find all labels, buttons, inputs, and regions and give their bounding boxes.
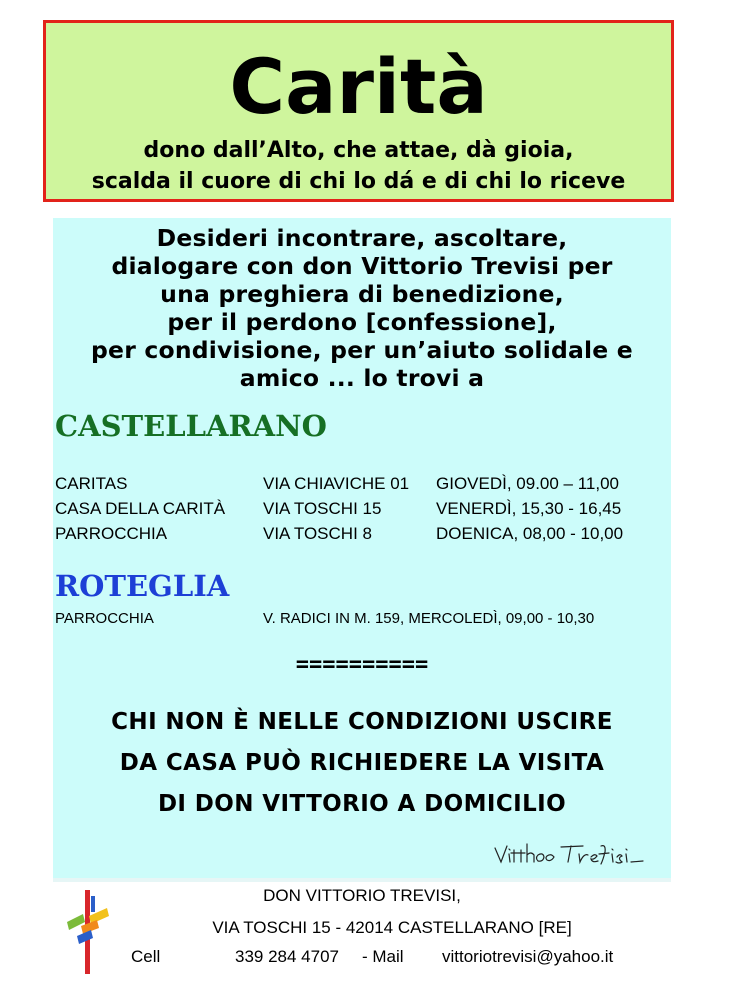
contact-address: VIA TOSCHI 15 - 42014 CASTELLARANO [RE] [212,918,572,937]
notice-line: DA CASA PUÒ RICHIEDERE LA VISITA [119,750,605,776]
schedule-place: CASA DELLA CARITÀ [55,499,226,518]
schedule-place: PARROCCHIA [55,610,154,627]
intro-text [53,224,671,392]
schedule-address: VIA CHIAVICHE 01 [263,474,410,493]
schedule-row [55,496,671,521]
schedule-place: CARITAS [55,474,128,493]
intro-line: per condivisione, per un’aiuto solidale e [91,336,633,364]
intro-line: dialogare con don Vittorio Trevisi per [111,252,613,280]
intro-line: amico ... lo trovi a [239,364,485,392]
schedule-place: PARROCCHIA [55,524,168,543]
notice-line: CHI NON È NELLE CONDIZIONI USCIRE [111,709,613,735]
schedule-row [55,606,671,631]
page-title: Carità [229,42,488,131]
schedule-row [55,471,671,496]
phone-number: 339 284 4707 [235,947,339,966]
handwritten-signature [491,840,647,866]
schedule-time: VENERDÌ, 15,30 - 16,45 [436,499,622,518]
schedule-row [55,521,671,546]
divider: ========== [295,652,429,677]
schedule-address: V. RADICI IN M. 159, MERCOLEDÌ, 09,00 - 10,30 [263,610,595,627]
footer-contact [53,882,671,976]
home-visit-notice [53,702,671,825]
main-panel [53,218,671,879]
notice-line: DI DON VITTORIO A DOMICILIO [157,791,567,817]
header-banner [43,20,674,202]
schedule-time: DOENICA, 08,00 - 10,00 [436,524,624,543]
header-subtitle [46,135,671,197]
subtitle-line-1: dono dall’Alto, che attae, dà gioia, [143,138,574,163]
intro-line: per il perdono [confessione], [167,308,557,336]
mail-label: - Mail [362,947,404,966]
email-address: vittoriotrevisi@yahoo.it [442,947,614,966]
contact-name: DON VITTORIO TREVISI, [263,886,461,905]
subtitle-line-2: scalda il cuore di chi lo dá e di chi lo riceve [91,169,626,194]
schedule-address: VIA TOSCHI 8 [263,524,372,543]
cell-label: Cell [131,947,161,966]
schedule-address: VIA TOSCHI 15 [263,499,382,518]
schedule-time: GIOVEDÌ, 09.00 – 11,00 [436,474,620,493]
town-heading-castellarano: CASTELLARANO [55,409,327,443]
town-heading-roteglia: ROTEGLIA [55,569,230,603]
intro-line: Desideri incontrare, ascoltare, [156,224,568,252]
intro-line: una preghiera di benedizione, [160,280,564,308]
